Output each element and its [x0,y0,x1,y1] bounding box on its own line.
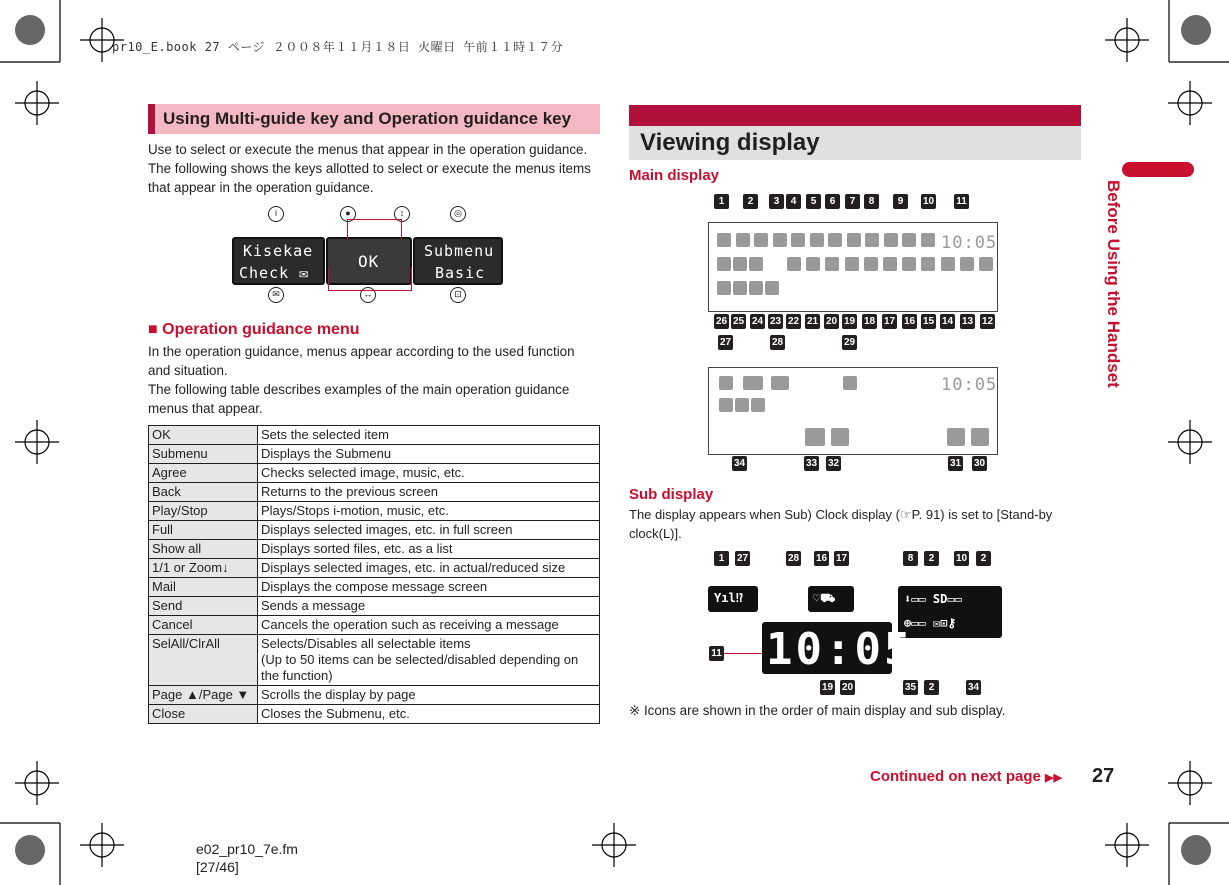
callout-number: 31 [949,458,962,469]
sub-clock-box [762,622,914,675]
mail-key-icon: ✉ [268,287,284,303]
lock-icon-text: ⊕▭▭ ✉⊡⚷ [904,616,957,630]
menu-desc-cell: Sends a message [258,597,600,616]
menu-desc-cell: Sets the selected item [258,426,600,445]
callout-number: 4 [786,194,801,209]
callout-number: 2 [924,680,939,695]
main2-clock: 10:05 [941,375,998,395]
callout-number: 19 [821,682,834,693]
callout-number: 34 [967,682,980,693]
submenu-label: Submenu [424,242,495,260]
menu-key-cell: Show all [149,540,258,559]
sub-display-heading: Sub display [629,486,714,503]
menu-desc-cell: Returns to the previous screen [258,483,600,502]
side-chapter-label: Before Using the Handset [1104,180,1123,388]
mail-status-icon [749,257,763,271]
icons-note: ※ Icons are shown in the order of main display and sub display. [629,703,1006,718]
callout-number: 10 [922,196,935,207]
subhead-text: Operation guidance menu [162,321,360,338]
menu-key-cell: 1/1 or Zoom↓ [149,559,258,578]
mute-icon [719,376,733,390]
callout-number: 35 [904,682,917,693]
callout-number: 32 [827,458,840,469]
callout-number: 28 [787,553,800,564]
side-tab [1122,162,1194,177]
status-icon [828,233,842,247]
table-row [149,578,600,597]
callout-number: 8 [903,551,918,566]
main-display-screen-1 [708,222,998,312]
sub-status-box [808,586,854,612]
menu-desc-cell: Displays the compose message screen [258,578,600,597]
callout-number: 16 [815,553,828,564]
self-mode-icon [771,376,789,390]
callout-number: 28 [771,337,784,348]
main-display-heading: Main display [629,167,720,184]
desktop-icon-4 [971,428,989,446]
status-icon [773,233,787,247]
callout-number: 7 [845,194,860,209]
menu-key-cell: Send [149,597,258,616]
callout-number: 27 [736,553,749,564]
leftright-key-icon: ↔ [360,287,376,303]
callout-number: 9 [893,194,908,209]
callout-number: 23 [769,316,782,327]
guidance-para-1: In the operation guidance, menus appear according to the used function and situation. [148,344,575,378]
callout-number: 25 [732,316,745,327]
right-softkey-panel [413,237,503,285]
status-icon [864,257,878,271]
sub-left-number: 11 [709,646,724,661]
menu-desc-cell: Displays sorted files, etc. as a list [258,540,600,559]
status-icon [960,257,974,271]
sub-clock: 10:05 [766,624,914,675]
status-icon [902,257,916,271]
status-icon [717,281,731,295]
updown-key-icon: ↕ [394,206,410,222]
center-key-icon: ● [340,206,356,222]
status-icon [941,257,955,271]
viewing-display-bar [629,105,1081,126]
battery-icon [743,376,763,390]
callout-number: 8 [864,194,879,209]
callout-number: 2 [743,194,758,209]
callout-number: 3 [769,194,784,209]
callout-number: 6 [825,194,840,209]
menu-desc-cell: Cancels the operation such as receiving a message [258,616,600,635]
callout-number: 34 [733,458,746,469]
callout-number: 19 [843,316,856,327]
table-row [149,521,600,540]
callout-number: 33 [805,458,818,469]
callout-number: 16 [903,316,916,327]
callout-number: 26 [715,316,728,327]
status-icon [806,257,820,271]
menu-desc-cell: Closes the Submenu, etc. [258,705,600,724]
status-icon [865,233,879,247]
callout-number: 1 [714,194,729,209]
table-row [149,502,600,521]
callout-number: 20 [841,682,854,693]
guidance-menu-table [148,425,600,724]
table-row [149,426,600,445]
callout-number: 13 [961,316,974,327]
section-header-multiguide [148,104,600,134]
mail-icon-3 [751,398,765,412]
callout-number: 22 [787,316,800,327]
table-row [149,597,600,616]
kisekae-label: Kisekae [243,242,314,260]
callout-number: 2 [924,551,939,566]
table-row [149,540,600,559]
check-mail-label: Check ✉ [239,264,310,282]
status-icon [787,257,801,271]
battery-icon-text: ⬇▭▭ SD▭▭ [904,592,962,606]
callout-number: 17 [883,316,896,327]
desktop-icon-2 [831,428,849,446]
clear-key-icon: ⊡ [450,287,466,303]
table-row [149,686,600,705]
status-icon [883,257,897,271]
menu-key-cell: Full [149,521,258,540]
table-row [149,445,600,464]
operation-guidance-heading [148,321,359,339]
intro-text: Use to select or execute the menus that appear in the operation guidance. The following shows the keys allotted to select or execute the menus items that appear in the operation guidance. [148,142,591,195]
basic-label: Basic [435,264,486,282]
footer-pages: [27/46] [196,859,239,875]
callout-number: 5 [806,194,821,209]
menu-key-cell: Close [149,705,258,724]
callout-number: 14 [941,316,954,327]
callout-number: 30 [973,458,986,469]
menu-desc-cell: Plays/Stops i-motion, music, etc. [258,502,600,521]
status-icon-text: ♡⛟ [813,591,836,605]
footer-file: e02_pr10_7e.fm [196,841,298,857]
menu-key-cell: Submenu [149,445,258,464]
status-icon [736,233,750,247]
menu-key-cell: Agree [149,464,258,483]
menu-key-cell: Cancel [149,616,258,635]
status-icon [765,281,779,295]
callout-number: 15 [922,316,935,327]
status-icon [902,233,916,247]
table-row [149,635,600,686]
sub-display-desc: The display appears when Sub) Clock display (☞P. 91) is set to [Stand-by clock(L)]. [629,507,1053,541]
mail-icon-1 [719,398,733,412]
status-icon [754,233,768,247]
viewing-display-header [629,126,1081,160]
status-icon [733,281,747,295]
guidance-para-2: The following table describes examples of the main operation guidance menus that appear. [148,382,570,416]
desktop-icon-1 [805,428,825,446]
menu-desc-cell: Scrolls the display by page [258,686,600,705]
signal-icon-text: Yıl⁉ [714,591,743,605]
sub-battery-box [898,586,1002,638]
menu-desc-cell: Displays selected images, etc. in actual/reduced size [258,559,600,578]
callout-number: 17 [835,553,848,564]
callout-number: 12 [981,316,994,327]
table-row [149,616,600,635]
callout-number: 20 [825,316,838,327]
main-display-screen-2 [708,367,998,455]
callout-number: 27 [719,337,732,348]
status-icon [979,257,993,271]
footer [196,840,298,876]
status-icon [791,233,805,247]
sub-signal-box [708,586,758,612]
status-icon [884,233,898,247]
status-icon [717,233,731,247]
callout-number: 29 [843,337,856,348]
camera-key-icon: ◎ [450,206,466,222]
menu-desc-cell: Displays selected images, etc. in full screen [258,521,600,540]
mail-status-icon [733,257,747,271]
status-icon [921,233,935,247]
i-appli-key-icon: i [268,206,284,222]
callout-number: 2 [976,551,991,566]
menu-key-cell: SelAll/ClrAll [149,635,258,686]
callout-number: 11 [954,194,969,209]
continued-text: Continued on next page [870,768,1041,785]
table-row [149,464,600,483]
table-row [149,483,600,502]
continued-next-page [870,768,1062,785]
status-icon [845,257,859,271]
music-icon [843,376,857,390]
table-row [149,705,600,724]
ok-label: OK [358,252,380,271]
menu-key-cell: Play/Stop [149,502,258,521]
status-icon [810,233,824,247]
callout-number: 10 [955,553,968,564]
keys-diagram [228,203,508,303]
menu-desc-cell: Selects/Disables all selectable items (Up to 50 items can be selected/disabled depending on the function) [258,635,600,686]
callout-number: 24 [751,316,764,327]
continued-arrow-icon: ▶▶ [1045,772,1062,784]
menu-key-cell: Back [149,483,258,502]
status-icon [749,281,763,295]
status-icon [847,233,861,247]
desktop-icon-3 [947,428,965,446]
callout-number: 1 [714,551,729,566]
menu-key-cell: OK [149,426,258,445]
table-row [149,559,600,578]
mail-icon-2 [735,398,749,412]
menu-key-cell: Page ▲/Page ▼ [149,686,258,705]
menu-key-cell: Mail [149,578,258,597]
status-icon [825,257,839,271]
subhead-marker: ■ [148,321,158,338]
callout-number: 21 [806,316,819,327]
status-icon [921,257,935,271]
menu-desc-cell: Displays the Submenu [258,445,600,464]
callout-number: 18 [863,316,876,327]
mail-status-icon [717,257,731,271]
viewing-display-title: Viewing display [640,129,820,156]
left-softkey-panel [232,237,325,285]
main-clock: 10:05 [941,233,998,253]
menu-desc-cell: Checks selected image, music, etc. [258,464,600,483]
section-title: Using Multi-guide key and Operation guidance key [163,109,572,128]
page-number: 27 [1092,765,1115,787]
print-header: pr10_E.book 27 ページ ２００８年１１月１８日 火曜日 午前１１時１７分 [112,40,564,54]
